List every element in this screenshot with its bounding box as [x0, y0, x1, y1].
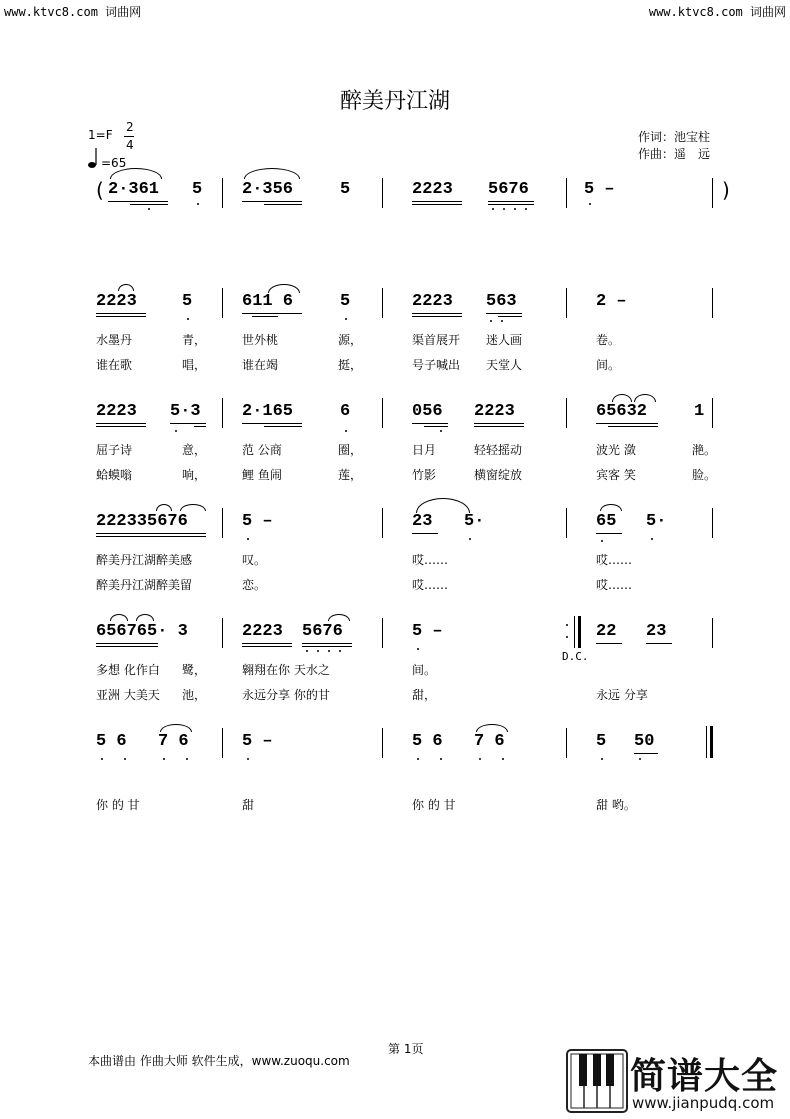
row2-lyric1-7: 卷。 [596, 333, 621, 347]
barline [222, 728, 223, 758]
low-dot [525, 208, 527, 210]
beam-line [412, 201, 462, 202]
beam-line [96, 536, 206, 537]
row2-note-1: 2223 [96, 292, 137, 311]
slur [156, 504, 172, 511]
row5-note-6: 23 [646, 622, 667, 641]
slur [416, 498, 470, 513]
row2-lyric1-4: 源， [338, 333, 363, 347]
row2-lyric1-6: 迷人画 [486, 333, 523, 347]
low-dot [601, 758, 603, 760]
row4-note-6: 5· [646, 512, 667, 531]
beam-line [242, 643, 292, 644]
row3-note-7: 65632 [596, 402, 648, 421]
song-title: 醉美丹江湖 [339, 89, 450, 114]
low-dot [502, 758, 504, 760]
slur [328, 614, 350, 621]
slur [136, 614, 154, 621]
beam-line [412, 423, 448, 424]
beam-line [108, 201, 168, 202]
row4-note-3: 23 [412, 512, 433, 531]
beam-line [130, 204, 168, 205]
barline [382, 178, 383, 208]
row1-note-2: 5 [192, 180, 203, 199]
beam-line [242, 423, 302, 424]
beam-line [96, 316, 146, 317]
beam-line [608, 426, 658, 427]
beam-line [252, 316, 278, 317]
low-dot [589, 203, 591, 205]
beam-line [474, 423, 524, 424]
row2-note-4: 5 [340, 292, 351, 311]
barline [222, 618, 223, 648]
row2-lyric2-2: 唱， [182, 358, 207, 372]
logo [566, 1048, 786, 1116]
low-dot [247, 538, 249, 540]
row2-lyric2-7: 间。 [596, 358, 621, 372]
row1-note-3: 2·356 [242, 180, 294, 199]
row3-note-6: 2223 [474, 402, 515, 421]
row3-note-5: 056 [412, 402, 443, 421]
barline [566, 508, 567, 538]
low-dot [187, 318, 189, 320]
beam-line [596, 423, 658, 424]
row6-note-5: 7 6 [474, 732, 505, 751]
barline [382, 508, 383, 538]
row5-lyric2-5: 永远 分享 [596, 688, 648, 702]
intro-open-paren: ( [96, 178, 104, 202]
row5-note-5: 22 [596, 622, 617, 641]
slur [268, 284, 300, 293]
row5-lyric2-3: 永远分享 你的甘 [242, 688, 330, 702]
row3-note-4: 6 [340, 402, 351, 421]
row3-lyric2-6: 横窗绽放 [474, 468, 523, 482]
beam-line [474, 426, 524, 427]
low-dot [148, 208, 150, 210]
row3-note-8: 1 [694, 402, 705, 421]
intro-close-paren: ) [722, 178, 730, 202]
row4-lyric1-4: 哎…… [596, 553, 633, 567]
time-signature-line [124, 136, 134, 137]
slur [110, 614, 128, 621]
low-dot [490, 320, 492, 322]
tempo: =65 [101, 156, 127, 170]
row2-note-7: 2 – [596, 292, 627, 311]
row6-lyric1-1: 你 的 甘 [96, 798, 140, 812]
beam-line [242, 646, 292, 647]
dc-marking: D.C. [562, 650, 589, 663]
low-dot [306, 650, 308, 652]
composer: 作曲：遥 远 [638, 147, 711, 161]
low-dot [101, 758, 103, 760]
final-barline-thick [710, 726, 713, 758]
row5-note-4: 5 – [412, 622, 443, 641]
barline [222, 178, 223, 208]
row5-lyric2-4: 甜， [412, 688, 437, 702]
row2-lyric2-4: 挺， [338, 358, 363, 372]
row3-lyric1-5: 日月 [412, 443, 437, 457]
slur [118, 284, 134, 291]
beam-line [302, 646, 352, 647]
beam-line [412, 204, 462, 205]
barline [222, 288, 223, 318]
beam-line [96, 643, 158, 644]
row2-note-5: 2223 [412, 292, 453, 311]
slur [612, 394, 632, 402]
barline [566, 178, 567, 208]
row5-lyric1-2: 鹭， [182, 663, 207, 677]
low-dot [197, 203, 199, 205]
row5-note-1: 656765· 3 [96, 622, 188, 641]
row3-lyric1-6: 轻轻摇动 [474, 443, 523, 457]
low-dot [345, 318, 347, 320]
beam-line [242, 313, 302, 314]
row3-note-2: 5·3 [170, 402, 201, 421]
low-dot [514, 208, 516, 210]
beam-line [424, 426, 448, 427]
beam-line [412, 533, 438, 534]
lyricist: 作词：池宝柱 [638, 130, 711, 144]
low-dot [328, 650, 330, 652]
beam-line [486, 313, 522, 314]
time-signature-top: 2 [126, 120, 134, 134]
slur [634, 394, 656, 402]
beam-line [488, 204, 534, 205]
beam-line [96, 646, 158, 647]
beam-line [412, 316, 462, 317]
beam-line [412, 313, 462, 314]
row3-note-1: 2223 [96, 402, 137, 421]
row6-note-6: 5 [596, 732, 607, 751]
row5-lyric1-3: 翱翔在你 天水之 [242, 663, 330, 677]
row6-note-1: 5 6 [96, 732, 127, 751]
beam-line [96, 313, 146, 314]
barline [566, 398, 567, 428]
key-signature: 1=F [88, 128, 113, 142]
row6-note-2: 7 6 [158, 732, 189, 751]
row2-note-2: 5 [182, 292, 193, 311]
barline [712, 398, 713, 428]
row6-note-4: 5 6 [412, 732, 443, 751]
row1-note-5: 2223 [412, 180, 453, 199]
slur [244, 168, 300, 179]
slur [476, 724, 508, 732]
logo-name: 简谱大全 [630, 1056, 779, 1097]
low-dot [639, 758, 641, 760]
row5-note-3: 5676 [302, 622, 343, 641]
low-dot [175, 430, 177, 432]
row3-lyric1-2: 意， [182, 443, 207, 457]
row3-lyric2-1: 蛤蟆嗡 [96, 468, 133, 482]
row2-lyric1-5: 渠首展开 [412, 333, 461, 347]
row1-note-7: 5 – [584, 180, 615, 199]
row5-lyric1-1: 多想 化作白 [96, 663, 160, 677]
footer-credit: 本曲谱由 作曲大师 软件生成，www.zuoqu.com [88, 1054, 350, 1068]
beam-line [596, 533, 622, 534]
repeat-barline-thin [574, 616, 575, 648]
row1-note-1: 2·361 [108, 180, 160, 199]
low-dot [339, 650, 341, 652]
row3-lyric2-8: 脸。 [692, 468, 717, 482]
row2-lyric2-6: 天堂人 [486, 358, 523, 372]
row2-lyric1-1: 水墨丹 [96, 333, 133, 347]
row5-lyric2-1: 亚洲 大美天 [96, 688, 160, 702]
row4-lyric2-1: 醉美丹江湖醉美留 [96, 578, 193, 592]
beam-line [264, 204, 302, 205]
row5-note-2: 2223 [242, 622, 283, 641]
row6-note-3: 5 – [242, 732, 273, 751]
beam-line [488, 201, 534, 202]
row4-lyric2-4: 哎…… [596, 578, 633, 592]
beam-line [634, 753, 658, 754]
low-dot [440, 758, 442, 760]
beam-line [596, 643, 622, 644]
low-dot [503, 208, 505, 210]
low-dot [417, 758, 419, 760]
beam-line [194, 426, 206, 427]
row3-lyric2-7: 宾客 笑 [596, 468, 636, 482]
row2-note-3: 611 6 [242, 292, 294, 311]
row3-lyric1-8: 滟。 [692, 443, 717, 457]
low-dot [469, 538, 471, 540]
time-signature-bottom: 4 [126, 138, 134, 152]
barline [712, 618, 713, 648]
beam-line [302, 643, 352, 644]
low-dot [345, 430, 347, 432]
beam-line [96, 426, 146, 427]
barline [382, 618, 383, 648]
header-site-left: www.ktvc8.com 词曲网 [4, 5, 142, 19]
low-dot [651, 538, 653, 540]
row4-note-2: 5 – [242, 512, 273, 531]
barline [712, 508, 713, 538]
logo-url: www.jianpudq.com [632, 1094, 775, 1112]
low-dot [163, 758, 165, 760]
row1-note-4: 5 [340, 180, 351, 199]
row3-note-3: 2·165 [242, 402, 294, 421]
row6-note-7: 50 [634, 732, 655, 751]
header-site-right: www.ktvc8.com 词曲网 [648, 5, 786, 19]
row4-lyric1-3: 哎…… [412, 553, 449, 567]
row2-lyric1-2: 青， [182, 333, 207, 347]
barline [382, 288, 383, 318]
row3-lyric2-5: 竹影 [412, 468, 437, 482]
row4-note-1: 222335676 [96, 512, 188, 531]
repeat-barline-thick [578, 616, 581, 648]
barline [222, 508, 223, 538]
row4-note-5: 65 [596, 512, 617, 531]
row5-lyric1-4: 间。 [412, 663, 437, 677]
barline [566, 728, 567, 758]
barline [222, 398, 223, 428]
row4-lyric2-2: 恋。 [242, 578, 267, 592]
row2-lyric1-3: 世外桃 [242, 333, 279, 347]
low-dot [501, 320, 503, 322]
beam-line [264, 426, 302, 427]
slur [180, 504, 206, 511]
row2-lyric2-1: 谁在歌 [96, 358, 133, 372]
beam-line [498, 316, 522, 317]
row3-lyric1-7: 波光 潋 [596, 443, 636, 457]
low-dot [479, 758, 481, 760]
low-dot [440, 430, 442, 432]
row3-lyric1-1: 屈子诗 [96, 443, 133, 457]
beam-line [170, 423, 206, 424]
row3-lyric2-3: 鲤 鱼闹 [242, 468, 282, 482]
barline [712, 288, 713, 318]
barline [566, 288, 567, 318]
piano-keys-icon [566, 1048, 630, 1114]
row4-lyric1-1: 醉美丹江湖醉美感 [96, 553, 193, 567]
row2-lyric2-3: 谁在竭 [242, 358, 279, 372]
low-dot [247, 758, 249, 760]
row6-lyric1-4: 甜 哟。 [596, 798, 636, 812]
low-dot [417, 648, 419, 650]
barline [382, 398, 383, 428]
row1-note-6: 5676 [488, 180, 529, 199]
row6-lyric1-3: 你 的 甘 [412, 798, 456, 812]
row6-lyric1-2: 甜 [242, 798, 255, 812]
page-number: 第 1页 [388, 1042, 424, 1056]
barline [712, 178, 713, 208]
low-dot [186, 758, 188, 760]
beam-line [96, 423, 146, 424]
low-dot [601, 540, 603, 542]
row2-note-6: 563 [486, 292, 517, 311]
row3-lyric1-4: 圈， [338, 443, 363, 457]
row3-lyric1-3: 范 公商 [242, 443, 282, 457]
beam-line [646, 643, 672, 644]
low-dot [492, 208, 494, 210]
row4-lyric1-2: 叹。 [242, 553, 267, 567]
row3-lyric2-4: 莲， [338, 468, 363, 482]
final-barline-thin [706, 726, 707, 758]
repeat-dot [566, 636, 568, 638]
barline [382, 728, 383, 758]
slur [160, 724, 192, 732]
low-dot [317, 650, 319, 652]
row3-lyric2-2: 响， [182, 468, 207, 482]
low-dot [124, 758, 126, 760]
repeat-dot [566, 624, 568, 626]
row5-lyric2-2: 池， [182, 688, 207, 702]
beam-line [242, 201, 302, 202]
row4-note-4: 5· [464, 512, 485, 531]
beam-line [96, 533, 206, 534]
slur [600, 504, 622, 511]
row2-lyric2-5: 号子喊出 [412, 358, 461, 372]
row4-lyric2-3: 哎…… [412, 578, 449, 592]
quarter-note-icon [88, 146, 100, 170]
